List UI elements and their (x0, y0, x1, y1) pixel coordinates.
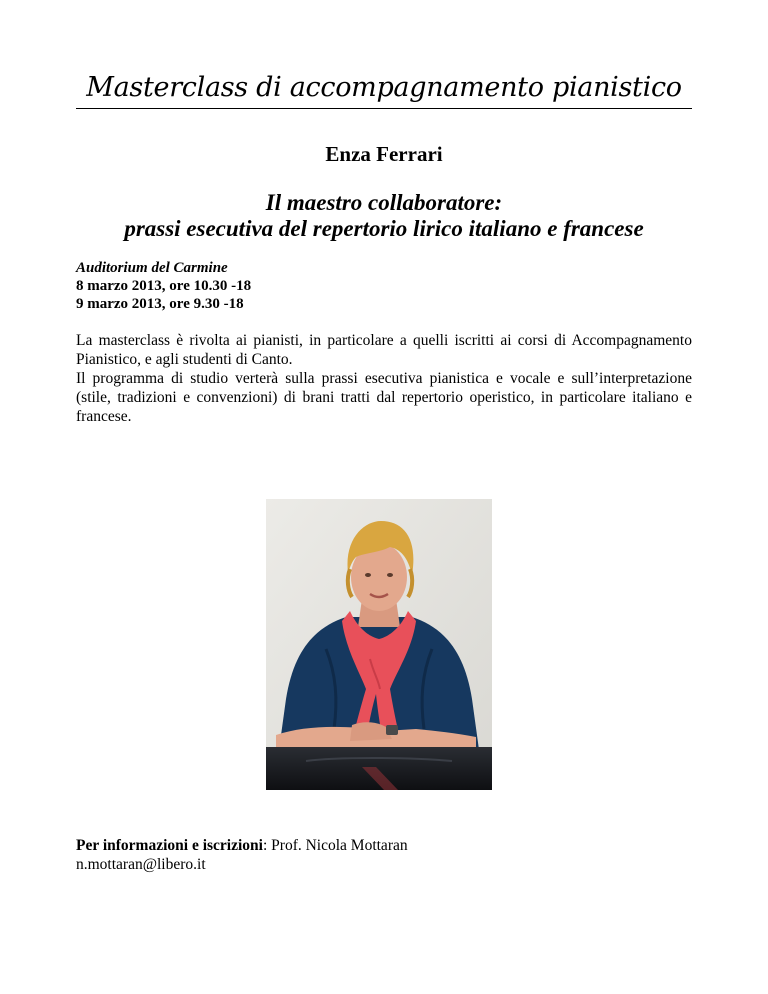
description (76, 331, 692, 426)
page-title: Masterclass di accompagnamento pianistico (86, 72, 682, 103)
description-paragraph-1: La masterclass è rivolta ai pianisti, in particolare a quelli iscritti ai corsi di Accompagnamento Pianistico, e agli studenti di Canto. (76, 332, 692, 368)
event-venue: Auditorium del Carmine (76, 260, 228, 276)
subtitle-line-2: prassi esecutiva del repertorio lirico italiano e francese (124, 216, 644, 241)
contact-label: Per informazioni e iscrizioni (76, 837, 263, 854)
event-date-2: 9 marzo 2013, ore 9.30 -18 (76, 296, 244, 312)
subtitle-line-1: Il maestro collaboratore: (265, 190, 503, 215)
event-date-1: 8 marzo 2013, ore 10.30 -18 (76, 278, 252, 294)
contact-email[interactable]: n.mottaran@libero.it (76, 856, 206, 873)
event-info (76, 259, 692, 313)
contact-person: Prof. Nicola Mottaran (267, 837, 408, 854)
description-paragraph-2: Il programma di studio verterà sulla prassi esecutiva pianistica e vocale e sull’interpretazione (stile, tradizioni e convenzioni) di brani tratti dal repertorio operistico, in particolare italiano e francese. (76, 370, 692, 425)
contact-info (76, 836, 692, 874)
masterclass-subtitle (76, 190, 692, 242)
speaker-name: Enza Ferrari (325, 142, 443, 166)
portrait-illustration (266, 499, 492, 790)
contact-separator: : (262, 837, 268, 854)
contact-line (76, 836, 692, 855)
speaker-photo (266, 499, 492, 790)
title-underline (76, 108, 692, 109)
